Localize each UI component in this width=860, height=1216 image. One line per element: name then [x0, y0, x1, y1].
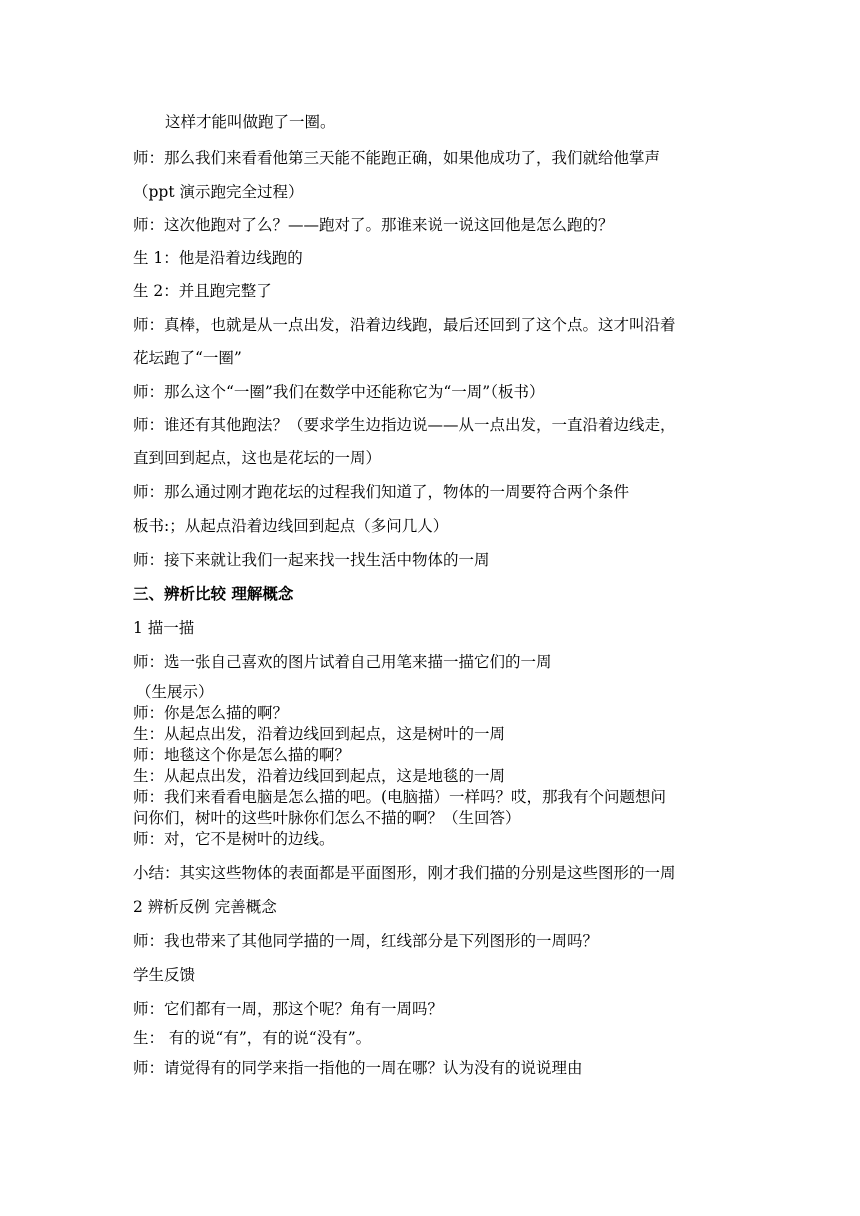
- text-line: 学生反馈: [133, 966, 196, 984]
- text-line: 生： 有的说“有”，有的说“没有”。: [133, 1029, 372, 1047]
- subsection-heading: 1 描一描: [133, 619, 195, 637]
- text-line: 生 1：他是沿着边线跑的: [133, 249, 303, 267]
- text-line: 师：接下来就让我们一起来找一找生活中物体的一周: [133, 551, 490, 569]
- text-line: 师：那么这个“一圈”我们在数学中还能称它为“一周”（板书）: [133, 383, 545, 401]
- text-line: 师：那么通过刚才跑花坛的过程我们知道了，物体的一周要符合两个条件: [133, 483, 630, 501]
- text-line: 师：谁还有其他跑法？（要求学生边指边说——从一点出发，一直沿着边线走，: [133, 416, 676, 434]
- text-line: 师：地毯这个你是怎么描的啊？: [133, 746, 351, 764]
- text-line: 花坛跑了“一圈”: [133, 349, 242, 367]
- text-line: （生展示）: [136, 683, 214, 701]
- section-heading: 三、辨析比较 理解概念: [133, 585, 294, 603]
- text-line: 师：那么我们来看看他第三天能不能跑正确，如果他成功了，我们就给他掌声: [133, 149, 661, 167]
- text-line: 生 2：并且跑完整了: [133, 282, 272, 300]
- subsection-heading: 2 辨析反例 完善概念: [133, 898, 277, 916]
- text-line: （ppt 演示跑完全过程）: [133, 183, 304, 201]
- text-line: 生：从起点出发，沿着边线回到起点，这是树叶的一周: [133, 725, 506, 743]
- text-line: 师：真棒，也就是从一点出发，沿着边线跑，最后还回到了这个点。这才叫沿着: [133, 316, 676, 334]
- text-line: 直到回到起点，这也是花坛的一周）: [133, 449, 382, 467]
- text-line: 师：对，它不是树叶的边线。: [133, 830, 335, 848]
- text-line: 师：请觉得有的同学来指一指他的一周在哪？认为没有的说说理由: [133, 1059, 583, 1077]
- text-line: 师：你是怎么描的啊？: [133, 704, 289, 722]
- text-line: 师：选一张自己喜欢的图片试着自己用笔来描一描它们的一周: [133, 653, 552, 671]
- text-line: 师：它们都有一周，那这个呢？角有一周吗？: [133, 1000, 444, 1018]
- text-line: 师：我也带来了其他同学描的一周，红线部分是下列图形的一周吗？: [133, 932, 599, 950]
- text-line: 板书:；从起点沿着边线回到起点（多问几人）: [133, 517, 449, 535]
- text-line: 生：从起点出发，沿着边线回到起点，这是地毯的一周: [133, 767, 506, 785]
- text-line: 师：我们来看看电脑是怎么描的吧。(电脑描）一样吗？哎，那我有个问题想问: [133, 788, 667, 806]
- text-line: 问你们，树叶的这些叶脉你们怎么不描的啊？（生回答）: [133, 809, 521, 827]
- text-line: 师：这次他跑对了么？——跑对了。那谁来说一说这回他是怎么跑的？: [133, 216, 614, 234]
- text-line: 这样才能叫做跑了一圈。: [165, 113, 336, 131]
- summary-line: 小结：其实这些物体的表面都是平面图形，刚才我们描的分别是这些图形的一周: [133, 864, 676, 882]
